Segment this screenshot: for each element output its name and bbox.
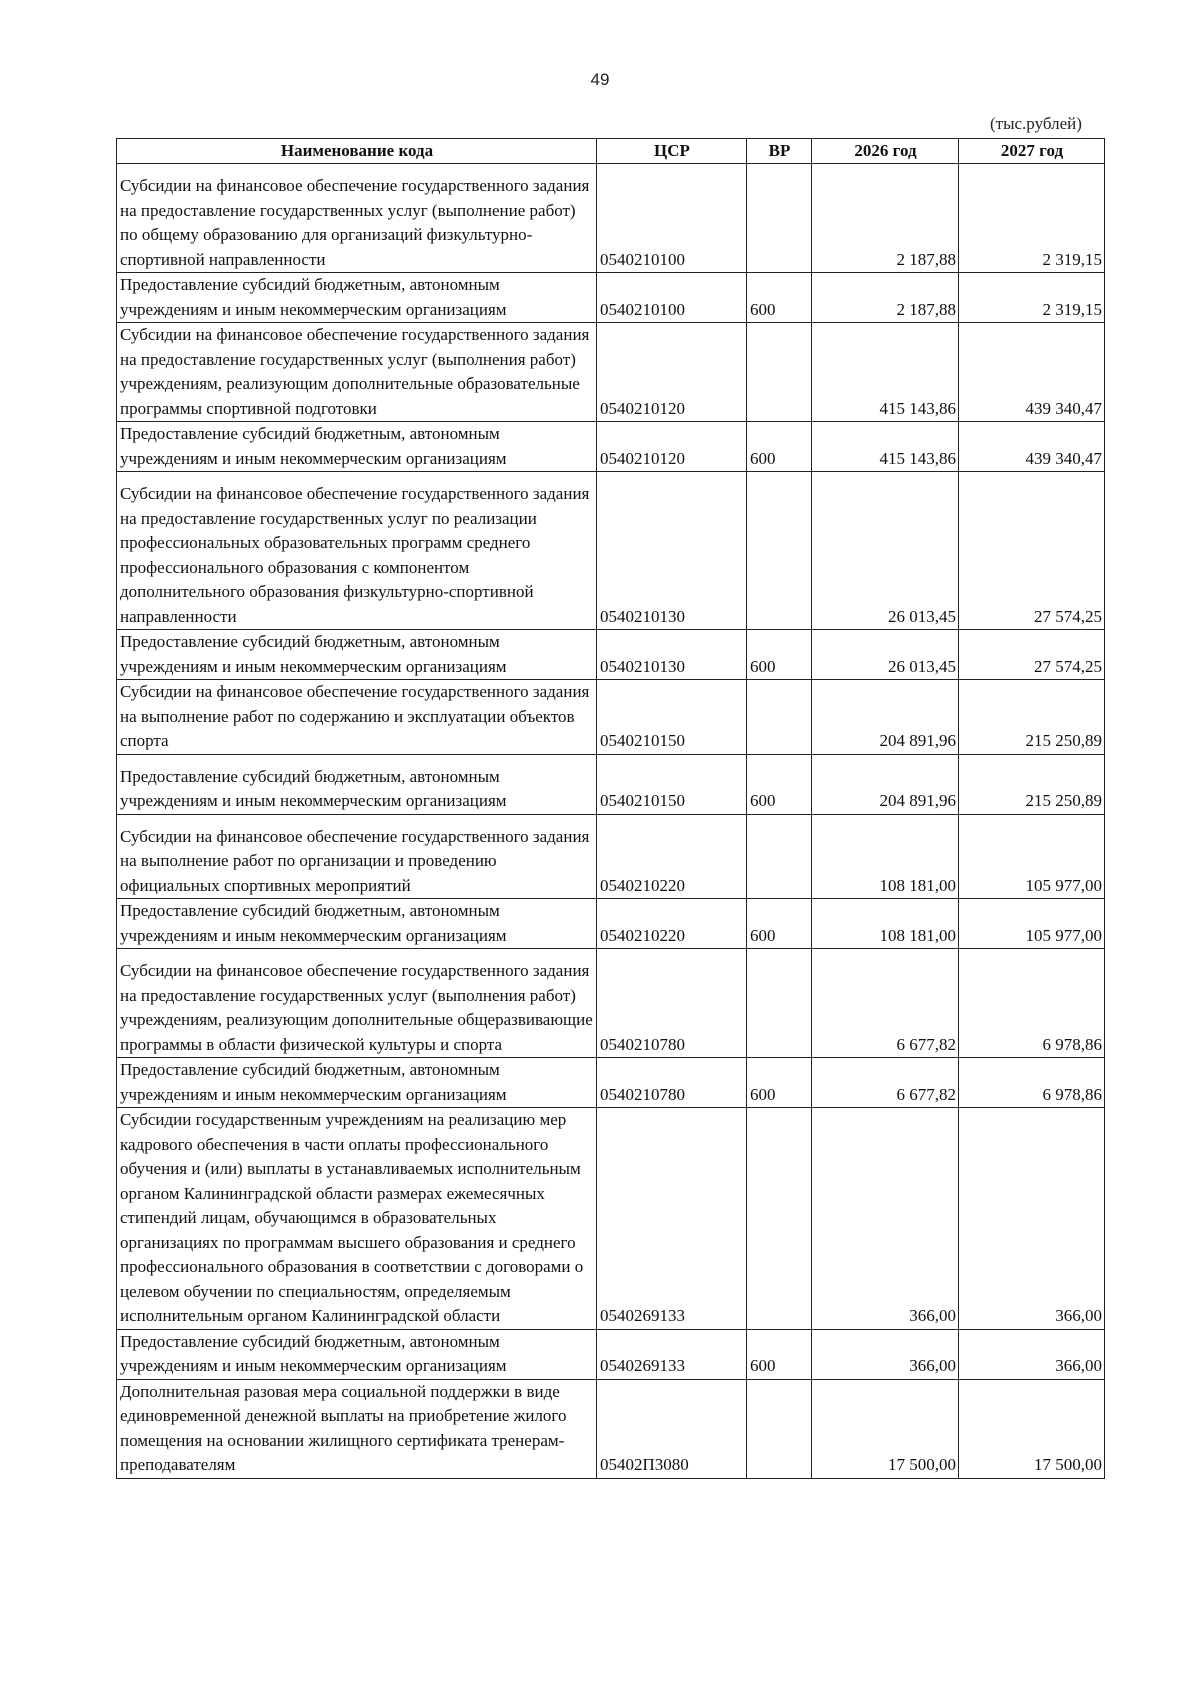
row-csr: 0540269133	[597, 1108, 747, 1330]
row-csr: 0540210780	[597, 949, 747, 1058]
table-header-row	[117, 139, 1105, 164]
row-name: Предоставление субсидий бюджетным, автономным учреждениям и иным некоммерческим организациям	[117, 273, 597, 323]
header-2026: 2026 год	[812, 139, 959, 164]
row-2027: 6 978,86	[959, 1058, 1105, 1108]
row-csr: 0540210220	[597, 814, 747, 899]
table-row	[117, 1379, 1105, 1478]
row-vr	[747, 814, 812, 899]
row-csr: 0540210120	[597, 323, 747, 422]
row-2027: 17 500,00	[959, 1379, 1105, 1478]
row-2026: 366,00	[812, 1108, 959, 1330]
row-vr: 600	[747, 754, 812, 814]
row-name: Субсидии на финансовое обеспечение государственного задания на предоставление государственных услуг по реализации профессиональных образовательных программ среднего профессионального образования с компонентом дополнительного образования физкультурно-спортивной направленности	[117, 472, 597, 630]
table-row	[117, 273, 1105, 323]
row-csr: 0540210150	[597, 680, 747, 755]
row-2027: 215 250,89	[959, 680, 1105, 755]
table-row	[117, 472, 1105, 630]
row-2027: 6 978,86	[959, 949, 1105, 1058]
row-csr: 0540210100	[597, 164, 747, 273]
row-2026: 108 181,00	[812, 899, 959, 949]
row-2027: 366,00	[959, 1108, 1105, 1330]
table-row	[117, 680, 1105, 755]
table-row	[117, 814, 1105, 899]
row-csr: 0540210120	[597, 422, 747, 472]
row-name: Субсидии на финансовое обеспечение государственного задания на предоставление государственных услуг (выполнения работ) учреждениям, реализующим дополнительные образовательные программы спортивной подготовки	[117, 323, 597, 422]
header-vr: ВР	[747, 139, 812, 164]
table-row	[117, 754, 1105, 814]
row-name: Субсидии на финансовое обеспечение государственного задания на предоставление государственных услуг (выполнения работ) учреждениям, реализующим дополнительные общеразвивающие программы в области физической культуры и спорта	[117, 949, 597, 1058]
row-vr	[747, 1108, 812, 1330]
row-name: Предоставление субсидий бюджетным, автономным учреждениям и иным некоммерческим организациям	[117, 1329, 597, 1379]
row-vr: 600	[747, 273, 812, 323]
table-row	[117, 1058, 1105, 1108]
row-2026: 204 891,96	[812, 680, 959, 755]
row-2027: 215 250,89	[959, 754, 1105, 814]
row-2026: 17 500,00	[812, 1379, 959, 1478]
row-2027: 27 574,25	[959, 472, 1105, 630]
row-csr: 0540210780	[597, 1058, 747, 1108]
table-row	[117, 949, 1105, 1058]
row-csr: 0540269133	[597, 1329, 747, 1379]
row-vr	[747, 949, 812, 1058]
row-name: Субсидии на финансовое обеспечение государственного задания на предоставление государственных услуг (выполнение работ) по общему образованию для организаций физкультурно-спортивной направленности	[117, 164, 597, 273]
table-row	[117, 1329, 1105, 1379]
row-2026: 2 187,88	[812, 164, 959, 273]
row-vr: 600	[747, 422, 812, 472]
row-name: Предоставление субсидий бюджетным, автономным учреждениям и иным некоммерческим организациям	[117, 422, 597, 472]
header-csr: ЦСР	[597, 139, 747, 164]
row-vr: 600	[747, 1329, 812, 1379]
row-name: Субсидии на финансовое обеспечение государственного задания на выполнение работ по содержанию и эксплуатации объектов спорта	[117, 680, 597, 755]
row-vr	[747, 680, 812, 755]
row-2027: 439 340,47	[959, 422, 1105, 472]
row-2027: 105 977,00	[959, 899, 1105, 949]
row-2026: 415 143,86	[812, 323, 959, 422]
row-2026: 6 677,82	[812, 949, 959, 1058]
row-vr	[747, 472, 812, 630]
row-2026: 108 181,00	[812, 814, 959, 899]
row-csr: 0540210100	[597, 273, 747, 323]
row-vr	[747, 323, 812, 422]
header-name: Наименование кода	[117, 139, 597, 164]
row-csr: 0540210130	[597, 472, 747, 630]
row-name: Субсидии государственным учреждениям на реализацию мер кадрового обеспечения в части оплаты профессионального обучения и (или) выплаты в устанавливаемых исполнительным органом Калининградской области размерах ежемесячных стипендий лицам, обучающимся в образовательных организациях по программам высшего образования и среднего профессионального образования в соответствии с договорами о целевом обучении по специальностям, определяемым исполнительным органом Калининградской области	[117, 1108, 597, 1330]
row-csr: 0540210220	[597, 899, 747, 949]
row-name: Предоставление субсидий бюджетным, автономным учреждениям и иным некоммерческим организациям	[117, 1058, 597, 1108]
row-2027: 105 977,00	[959, 814, 1105, 899]
table-row	[117, 323, 1105, 422]
page-number: 49	[590, 70, 610, 89]
row-2027: 2 319,15	[959, 273, 1105, 323]
row-csr: 0540210150	[597, 754, 747, 814]
row-vr: 600	[747, 1058, 812, 1108]
row-name: Предоставление субсидий бюджетным, автономным учреждениям и иным некоммерческим организациям	[117, 899, 597, 949]
row-name: Предоставление субсидий бюджетным, автономным учреждениям и иным некоммерческим организациям	[117, 630, 597, 680]
row-2026: 26 013,45	[812, 472, 959, 630]
row-2026: 366,00	[812, 1329, 959, 1379]
row-csr: 05402П3080	[597, 1379, 747, 1478]
table-row	[117, 630, 1105, 680]
row-vr: 600	[747, 899, 812, 949]
row-vr: 600	[747, 630, 812, 680]
table-row	[117, 422, 1105, 472]
row-2026: 26 013,45	[812, 630, 959, 680]
row-2026: 2 187,88	[812, 273, 959, 323]
row-2027: 439 340,47	[959, 323, 1105, 422]
row-2027: 27 574,25	[959, 630, 1105, 680]
row-2026: 6 677,82	[812, 1058, 959, 1108]
table-row	[117, 899, 1105, 949]
row-name: Предоставление субсидий бюджетным, автономным учреждениям и иным некоммерческим организациям	[117, 754, 597, 814]
table-row	[117, 164, 1105, 273]
budget-table	[116, 138, 1105, 1479]
row-2026: 204 891,96	[812, 754, 959, 814]
row-vr	[747, 1379, 812, 1478]
table-row	[117, 1108, 1105, 1330]
row-vr	[747, 164, 812, 273]
header-2027: 2027 год	[959, 139, 1105, 164]
row-2026: 415 143,86	[812, 422, 959, 472]
row-2027: 366,00	[959, 1329, 1105, 1379]
row-2027: 2 319,15	[959, 164, 1105, 273]
row-name: Дополнительная разовая мера социальной поддержки в виде единовременной денежной выплаты на приобретение жилого помещения на основании жилищного сертификата тренерам-преподавателям	[117, 1379, 597, 1478]
units-note: (тыс.рублей)	[990, 114, 1082, 133]
row-csr: 0540210130	[597, 630, 747, 680]
row-name: Субсидии на финансовое обеспечение государственного задания на выполнение работ по организации и проведению официальных спортивных мероприятий	[117, 814, 597, 899]
